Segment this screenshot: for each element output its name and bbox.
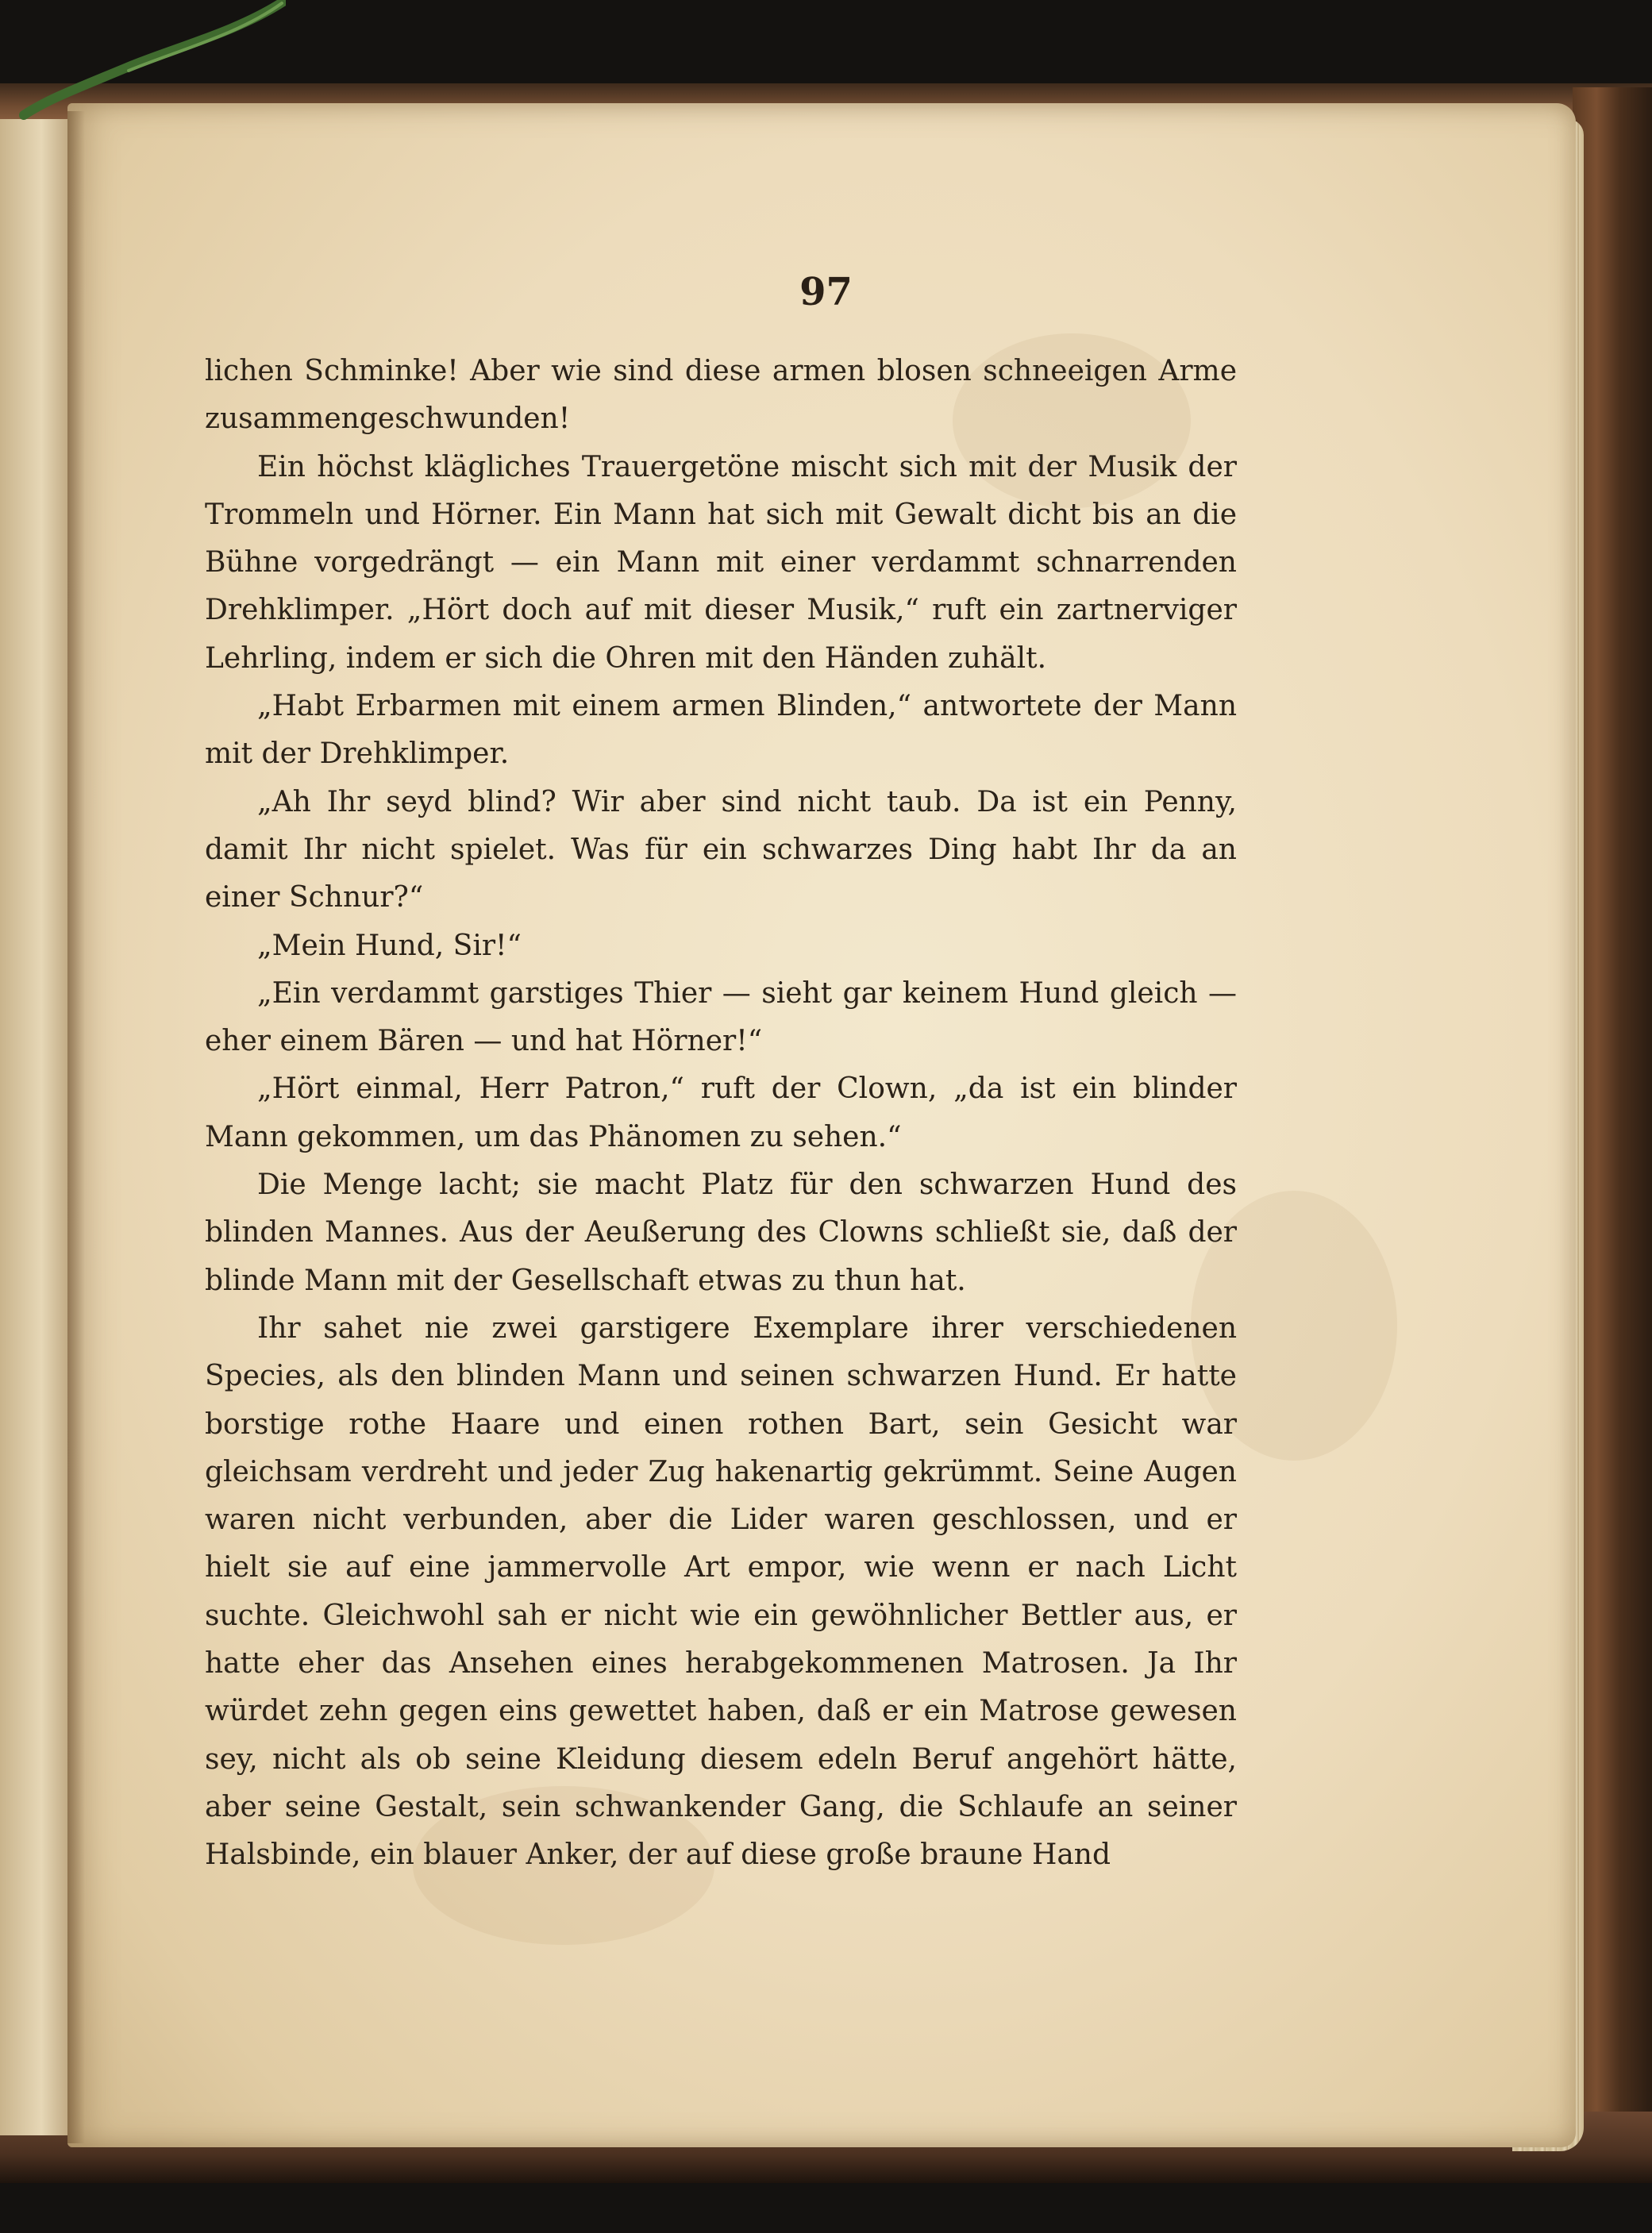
paragraph: Ihr sahet nie zwei garstigere Exemplare ihrer verschiedenen Species, als den blinden Mann und seinen schwarzen Hund. Er hatte borstige rothe Haare und einen rothen Bart, sein Gesicht war gleichsam verdreht und jeder Zug hakenartig gekrümmt. Seine Augen waren nicht verbunden, aber die Lider waren geschlossen, und er hielt sie auf eine jammervolle Art empor, wie wenn er nach Licht suchte. Gleichwohl sah er nicht wie ein gewöhnlicher Bettler aus, er hatte eher das Ansehen eines herabgekommenen Matrosen. Ja Ihr würdet zehn gegen eins gewettet haben, daß er ein Matrose gewesen sey, nicht als ob seine Kleidung diesem edeln Beruf angehört hätte, aber seine Gestalt, sein schwankender Gang, die Schlaufe an seiner Halsbinde, ein blauer Anker, der auf diese große braune Hand bbox=[205, 1311, 1237, 1872]
paragraph: „Mein Hund, Sir!“ bbox=[257, 929, 522, 962]
paragraph: Ein höchst klägliches Trauergetöne mischt sich mit der Musik der Trommeln und Hörner. Ein Mann hat sich mit Gewalt dicht bis an die Bühne vorgedrängt — ein Mann mit einer verdammt schnarrenden Drehklimper. „Hört doch auf mit dieser Musik,“ ruft ein zartnerviger Lehrling, indem er sich die Ohren mit den Händen zuhält. bbox=[205, 450, 1237, 675]
paragraph: „Ein verdammt garstiges Thier — sieht gar keinem Hund gleich — eher einem Bären — und hat Hörner!“ bbox=[205, 976, 1237, 1058]
page-gutter-shadow bbox=[67, 111, 85, 2143]
paragraph: lichen Schminke! Aber wie sind diese armen blosen schneeigen Arme zusammengeschwunden! bbox=[205, 355, 1237, 436]
paragraph: „Ah Ihr seyd blind? Wir aber sind nicht taub. Da ist ein Penny, damit Ihr nicht spielet. Was für ein schwarzes Ding habt Ihr da an einer Schnur?“ bbox=[205, 785, 1237, 914]
paragraph: „Hört einmal, Herr Patron,“ ruft der Clown, „da ist ein blinder Mann gekommen, um das Phänomen zu sehen.“ bbox=[205, 1072, 1237, 1153]
paragraph: Die Menge lacht; sie macht Platz für den schwarzen Hund des blinden Mannes. Aus der Aeußerung des Clowns schließt sie, daß der blinde Mann mit der Gesellschaft etwas zu thun hat. bbox=[205, 1168, 1237, 1297]
body-text bbox=[205, 348, 1237, 1880]
book-cover-right-edge bbox=[1573, 87, 1652, 2183]
paragraph: „Habt Erbarmen mit einem armen Blinden,“ antwortete der Mann mit der Drehklimper. bbox=[205, 690, 1237, 771]
left-page-sliver bbox=[0, 119, 75, 2135]
page-number: 97 bbox=[799, 270, 853, 314]
